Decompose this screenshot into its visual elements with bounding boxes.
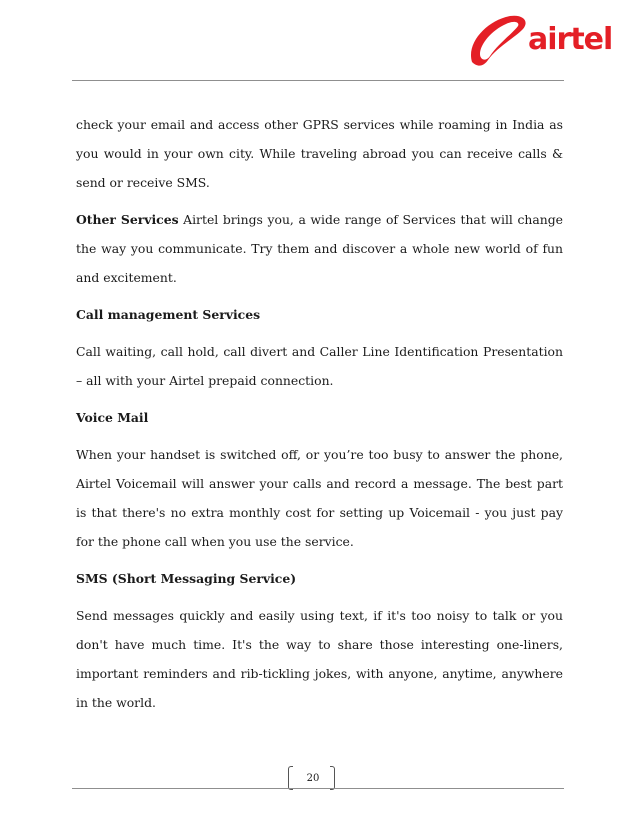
paragraph-text: Send messages quickly and easily using text, if it's too noisy to talk or you don't have much time. It's the way to share those interesting one-liners, important reminders and rib-tickling jokes, with anyone, anytime, anywhere in the world. (76, 608, 563, 710)
brand-wordmark: airtel (528, 22, 613, 57)
page-number-bracket-right (330, 766, 335, 790)
paragraph-text: Call waiting, call hold, call divert and Caller Line Identification Presentation – all with your Airtel prepaid connection. (76, 344, 563, 388)
header-divider (72, 80, 564, 81)
page-number: 20 (306, 773, 320, 784)
paragraph-roaming (76, 110, 563, 197)
paragraph-sms (76, 601, 563, 717)
paragraph-other-services (76, 205, 563, 292)
paragraph-voice-mail (76, 440, 563, 556)
paragraph-text: Airtel brings you, a wide range of Services that will change the way you communicate. Try them and discover a whole new world of fun and excitement. (76, 212, 563, 285)
footer-divider (72, 788, 564, 789)
section-heading-sms: SMS (Short Messaging Service) (76, 571, 297, 586)
section-heading-voice-mail: Voice Mail (76, 410, 149, 425)
paragraph-call-management (76, 337, 563, 395)
paragraph-text: check your email and access other GPRS services while roaming in India as you would in your own city. While traveling abroad you can receive calls & send or receive SMS. (76, 117, 563, 190)
section-heading-call-management: Call management Services (76, 307, 261, 322)
document-body (76, 110, 563, 725)
inline-heading: Other Services (76, 212, 179, 227)
paragraph-text: When your handset is switched off, or you’re too busy to answer the phone, Airtel Voicemail will answer your calls and record a message. The best part is that there's no extra monthly cost for setting up Voicemail - you just pay for the phone call when you use the service. (76, 447, 563, 549)
